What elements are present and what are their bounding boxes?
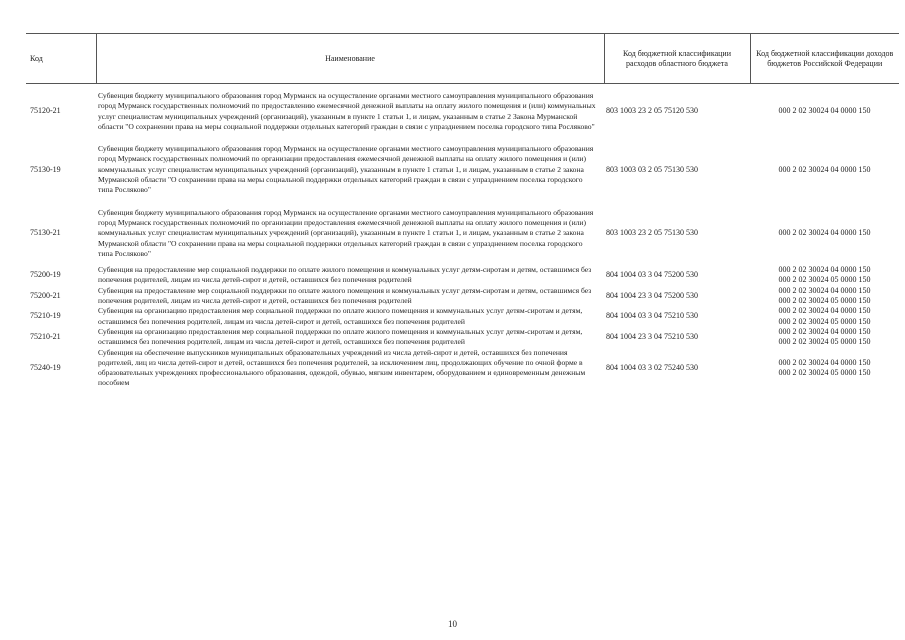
row-income-code-2: 000 2 02 30024 05 0000 150 [778, 296, 871, 306]
row-code: 75200-19 [30, 270, 61, 280]
row-code: 75240-19 [30, 362, 61, 372]
row-income-code-1: 000 2 02 30024 04 0000 150 [778, 357, 871, 367]
row-code: 75210-21 [30, 332, 61, 342]
classification-table [26, 33, 899, 389]
row-name: Субвенция бюджету муниципального образования город Мурманск на осуществление органами местного самоуправления муниципального образования город Мурманск государственных полномочий по организации предоставления ежемесячной денежной выплаты на оплату жилого помещения и (или) коммунальных услуг специалистам муниципальных учреждений (организаций), указанным в пункте 1 статьи 1, и лицам, указанным в статье 2 закона Мурманской области "О сохранении права на меры социальной поддержки отдельных категорий граждан в связи с упразднением поселка городского типа Росляково" [98, 207, 594, 258]
row-name: Субвенция на обеспечение выпускников муниципальных образовательных учреждений из числа детей-сирот и детей, оставшихся без попечения родителей, лиц из числа детей-сирот и детей, оставшихся без попечения родителей, за исключением лиц, продолжающих обучение по очной форме в образовательных учреждениях профессионального образования, одеждой, обувью, мягким инвентарем, оборудованием и единовременным денежным пособием [98, 347, 586, 388]
row-income-code-1: 000 2 02 30024 04 0000 150 [778, 106, 871, 116]
row-income-code [750, 265, 899, 286]
header-income-code: Код бюджетной классификации доходов бюджетов Российской Федерации [750, 34, 899, 84]
row-income-code-2: 000 2 02 30024 05 0000 150 [778, 275, 871, 285]
row-income-code-2: 000 2 02 30024 05 0000 150 [778, 316, 871, 326]
row-code: 75120-21 [30, 106, 61, 116]
row-income-code-1: 000 2 02 30024 04 0000 150 [778, 164, 871, 174]
row-name: Субвенция на организацию предоставления мер социальной поддержки по оплате жилого помещения и коммунальных услуг детям-сиротам и детям, оставшимся без попечения родителей, лицам из числа детей-сирот и детей, оставшихся без попечения родителей [98, 306, 583, 326]
row-income-code-1: 000 2 02 30024 04 0000 150 [778, 306, 871, 316]
row-expense-code: 804 1004 23 3 04 75210 530 [606, 332, 698, 342]
row-code: 75130-21 [30, 228, 61, 238]
table-row [26, 138, 899, 201]
table-row [26, 286, 899, 307]
row-income-code [750, 138, 899, 201]
table-row [26, 306, 899, 327]
row-code: 75210-19 [30, 311, 61, 321]
row-name: Субвенция на предоставление мер социальной поддержки по оплате жилого помещения и коммунальных услуг детям-сиротам и детям, оставшимся без попечения родителей, лицам из числа детей-сирот и детей, оставшихся без попечения родителей [98, 285, 592, 306]
row-name: Субвенция бюджету муниципального образования город Мурманск на осуществление органами местного самоуправления муниципального образования город Мурманск государственных полномочий по организации предоставления ежемесячной денежной выплаты на оплату жилого помещения и (или) коммунальных услуг специалистам муниципальных учреждений (организаций), указанным в пункте 1 статьи 1, и лицам, указанным в статье 2 закона Мурманской области "О сохранении права на меры социальной поддержки отдельных категорий граждан в связи с упразднением поселка городского типа Росляково" [98, 144, 594, 195]
row-expense-code: 804 1004 03 3 04 75210 530 [606, 311, 698, 321]
row-code: 75130-19 [30, 164, 61, 174]
row-expense-code: 804 1004 03 3 04 75200 530 [606, 270, 698, 280]
row-expense-code: 804 1004 23 3 04 75200 530 [606, 290, 698, 300]
table-row [26, 348, 899, 389]
row-income-code [750, 348, 899, 389]
header-expense-code: Код бюджетной классификации расходов областного бюджета [604, 34, 750, 84]
page-number: 10 [448, 619, 457, 629]
table-row [26, 84, 899, 139]
table-row [26, 202, 899, 265]
table-header-row [26, 34, 899, 84]
row-income-code [750, 202, 899, 265]
row-expense-code: 803 1003 03 2 05 75130 530 [606, 164, 698, 174]
row-income-code-1: 000 2 02 30024 04 0000 150 [778, 228, 871, 238]
header-name: Наименование [96, 34, 604, 84]
row-expense-code: 803 1003 23 2 05 75130 530 [606, 228, 698, 238]
header-code: Код [26, 34, 96, 84]
row-income-code [750, 84, 899, 139]
row-income-code [750, 306, 899, 327]
row-income-code [750, 286, 899, 307]
row-name: Субвенция на организацию предоставления мер социальной поддержки по оплате жилого помещения и коммунальных услуг детям-сиротам и детям, оставшимся без попечения родителей, лицам из числа детей-сирот и детей, оставшихся без попечения родителей [98, 326, 583, 347]
row-income-code-2: 000 2 02 30024 05 0000 150 [778, 337, 871, 347]
table-row [26, 327, 899, 348]
row-income-code-1: 000 2 02 30024 04 0000 150 [778, 326, 871, 336]
row-expense-code: 803 1003 23 2 05 75120 530 [606, 106, 698, 116]
row-name: Субвенция на предоставление мер социальной поддержки по оплате жилого помещения и коммунальных услуг детям-сиротам и детям, оставшимся без попечения родителей, лицам из числа детей-сирот и детей, оставшихся без попечения родителей [98, 265, 592, 285]
row-income-code [750, 327, 899, 348]
row-income-code-1: 000 2 02 30024 04 0000 150 [778, 265, 871, 275]
row-name: Субвенция бюджету муниципального образования город Мурманск на осуществление органами местного самоуправления муниципального образования город Мурманск государственных полномочий по предоставлению ежемесячной денежной выплаты на оплату жилого помещения и (или) коммунальных услуг специалистам муниципальных учреждений (организаций), указанным в пункте 1 статьи 1, и лицам, указанным в статье 2 Закона Мурманской области "О сохранении права на меры социальной поддержки отдельных категорий граждан в связи с упразднением поселка городского типа Росляково" [98, 91, 596, 131]
table-row [26, 265, 899, 286]
row-income-code-1: 000 2 02 30024 04 0000 150 [778, 285, 871, 295]
row-income-code-2: 000 2 02 30024 05 0000 150 [778, 368, 871, 378]
row-code: 75200-21 [30, 290, 61, 300]
document-page [26, 33, 899, 389]
row-expense-code: 804 1004 03 3 02 75240 530 [606, 362, 698, 372]
